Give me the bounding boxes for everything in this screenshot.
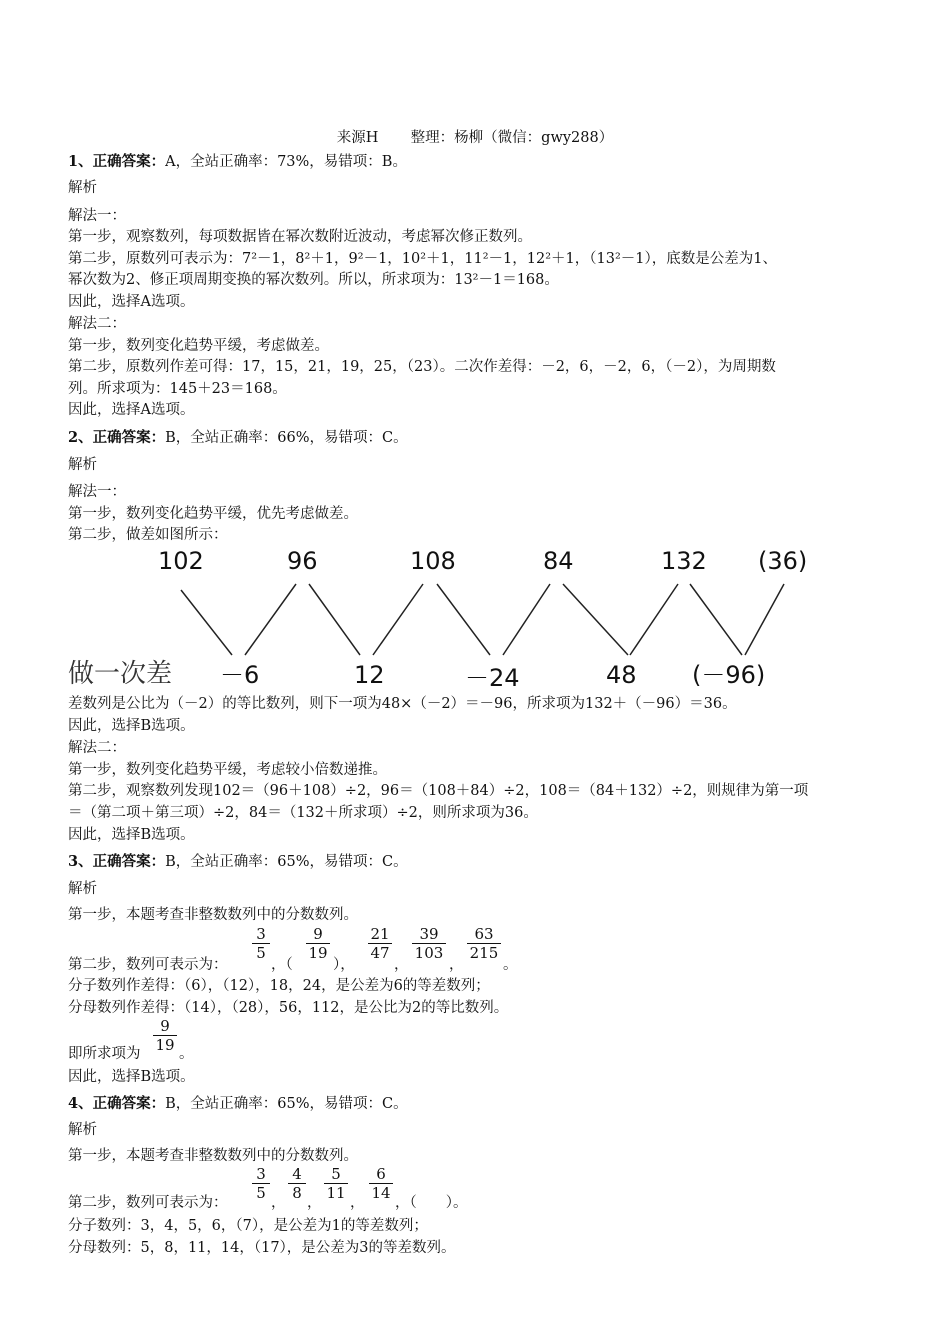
diagram-bottom-0: －6 [220,661,260,689]
q1-m2-step2b: 列。所求项为：145＋23＝168。 [68,381,287,397]
diagram-bottom-2: －24 [465,664,520,692]
q2-step1: 第一步，数列变化趋势平缓，优先考虑做差。 [68,506,358,522]
q4-sep-0: ， [271,1195,286,1211]
q3-sep-2: ， [394,957,409,973]
q3-frac-4: $\frac{63}{215}$ [467,926,501,962]
q4-step1: 第一步，本题考查非整数数列中的分数数列。 [68,1148,358,1164]
q3-step2-label: 第二步，数列可表示为： [68,957,228,973]
q1-m2-step2a: 第二步，原数列作差可得：17，15，21，19，25，（23）。二次作差得：－2，6，－2，6，（－2），为周期数 [68,359,776,375]
q2-after: 差数列是公比为（－2）的等比数列，则下一项为48×（－2）＝－96，所求项为132＋（－96）＝36。 [68,696,737,712]
q2-m2-step1: 第一步，数列变化趋势平缓，考虑较小倍数递推。 [68,762,387,778]
q1-heading: 1、正确答案：A，全站正确率：73%，易错项：B。 [68,153,407,170]
q2-heading: 2、正确答案：B，全站正确率：66%，易错项：C。 [68,429,408,446]
q3-sep-0: ，（ [271,957,293,973]
q2-jiexi: 解析 [68,457,97,473]
q1-conclusion1: 因此，选择A选项。 [68,294,195,310]
q1-method2: 解法二： [68,316,126,332]
q2-m2-step2b: ＝（第二项＋第三项）÷2，84＝（132＋所求项）÷2，则所求项为36。 [68,805,538,821]
q4-frac-1: $\frac{4}{8}$ [288,1166,306,1202]
q3-jiexi: 解析 [68,881,97,897]
diagram-bottom-1: 12 [354,661,385,689]
q3-heading: 3、正确答案：B，全站正确率：65%，易错项：C。 [68,853,408,870]
q3-sep-3: ， [449,957,464,973]
q2-conclusion1: 因此，选择B选项。 [68,718,195,734]
diagram-bottom-4: (－96) [692,661,766,689]
editor-label: 整理：杨柳（微信：gwy288） [410,130,614,146]
q4-heading: 4、正确答案：B，全站正确率：65%，易错项：C。 [68,1095,408,1112]
q4-jiexi: 解析 [68,1122,97,1138]
diagram-top-2: 108 [410,547,456,575]
q3-denom: 分母数列作差得：（14），（28），56，112，是公比为2的等比数列。 [68,1000,509,1016]
q1-method1: 解法一： [68,208,126,224]
q1-m2-step1: 第一步，数列变化趋势平缓，考虑做差。 [68,338,329,354]
q4-sep-1: ， [307,1195,322,1211]
diagram-top-5: (36) [758,547,808,575]
q1-conclusion2: 因此，选择A选项。 [68,402,195,418]
diagram-top-3: 84 [543,547,574,575]
q4-sep-3: ，（ ）。 [395,1195,468,1211]
q3-numer: 分子数列作差得：（6），（12），18，24，是公差为6的等差数列； [68,978,490,994]
q4-frac-3: $\frac{6}{14}$ [369,1166,393,1202]
diagram-top-4: 132 [661,547,707,575]
q1-step2a: 第二步，原数列可表示为：7²－1，8²＋1，9²－1，10²＋1，11²－1，12²＋1，（13²－1），底数是公差为1、 [68,251,777,267]
q2-step2: 第二步，做差如图所示： [68,527,228,543]
diagram-bottom-3: 48 [606,661,637,689]
q3-frac-2: $\frac{21}{47}$ [368,926,392,962]
q4-denom: 分母数列：5，8，11，14，（17），是公差为3的等差数列。 [68,1240,456,1256]
diagram-top-1: 96 [287,547,318,575]
q3-sep-4: 。 [503,957,518,973]
source-label: 来源H [336,130,379,146]
q4-sep-2: ， [350,1195,365,1211]
q4-step2-label: 第二步，数列可表示为： [68,1195,228,1211]
q3-frac-1: $\frac{9}{19}$ [306,926,330,962]
q2-method1: 解法一： [68,484,126,500]
q3-answer-label: 即所求项为 [68,1046,141,1062]
q1-jiexi: 解析 [68,180,97,196]
q3-sep-1: ）， [333,957,355,973]
q4-numer: 分子数列：3，4，5，6，（7），是公差为1的等差数列； [68,1218,428,1234]
q3-answer-frac: $\frac{9}{19}$ [153,1018,177,1054]
q2-conclusion2: 因此，选择B选项。 [68,827,195,843]
q1-step2b: 幂次数为2、修正项周期变换的幂次数列。所以，所求项为：13²－1＝168。 [68,272,559,288]
q4-frac-0: $\frac{3}{5}$ [252,1166,270,1202]
q3-frac-3: $\frac{39}{103}$ [412,926,446,962]
q4-frac-2: $\frac{5}{11}$ [324,1166,348,1202]
q3-conclusion: 因此，选择B选项。 [68,1069,195,1085]
q3-answer-end: 。 [179,1046,194,1062]
diagram-label: 做一次差 [68,659,173,689]
q3-frac-0: $\frac{3}{5}$ [252,926,270,962]
q1-step1: 第一步，观察数列，每项数据皆在幂次数附近波动，考虑幂次修正数列。 [68,229,532,245]
q2-method2: 解法二： [68,740,126,756]
q3-step1: 第一步，本题考查非整数数列中的分数数列。 [68,907,358,923]
q2-m2-step2a: 第二步，观察数列发现102＝（96＋108）÷2，96＝（108＋84）÷2，108＝（84＋132）÷2，则规律为第一项 [68,783,809,799]
diagram-top-0: 102 [158,547,204,575]
